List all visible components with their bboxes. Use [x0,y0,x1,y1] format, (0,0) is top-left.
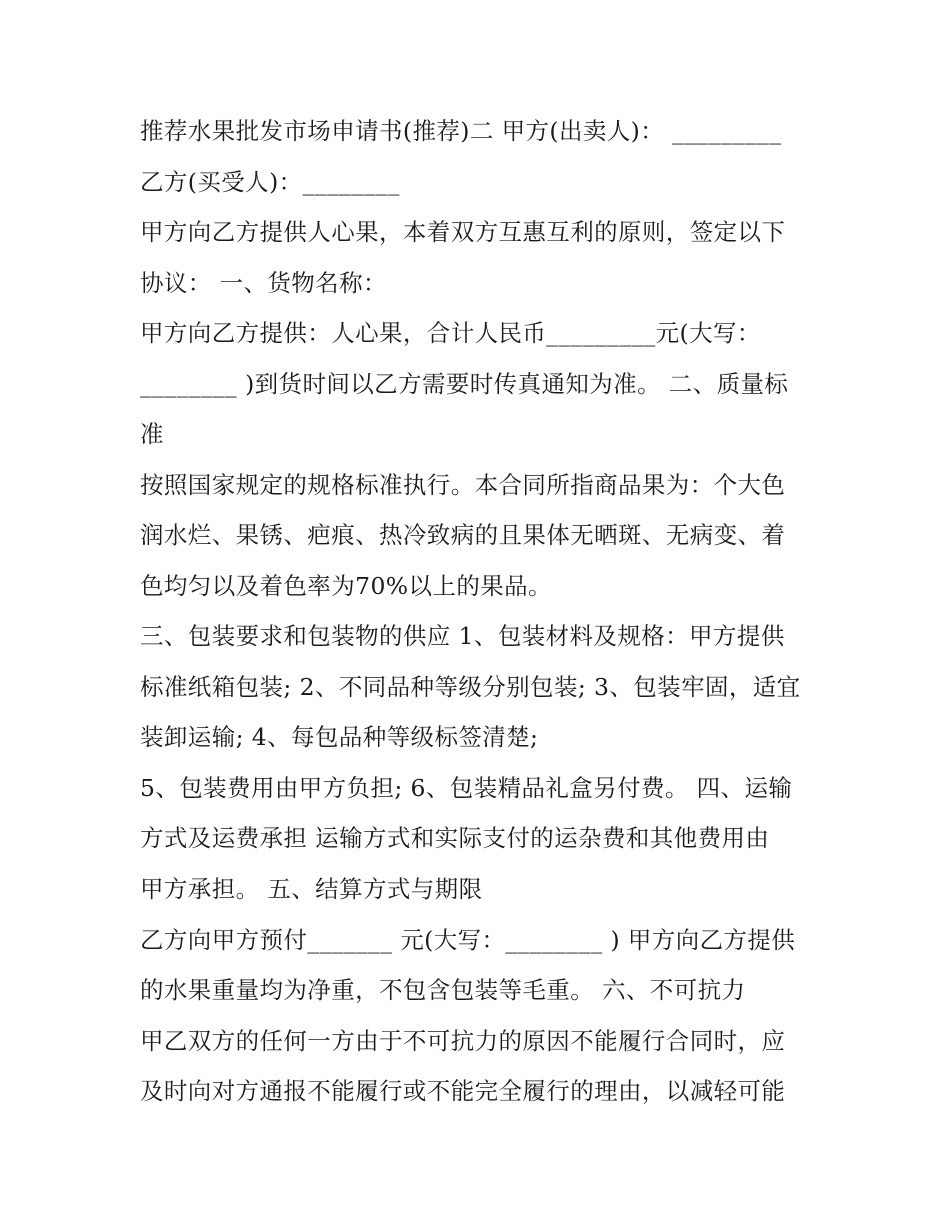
text-line: 三、包装要求和包装物的供应 1、包装材料及规格：甲方提供 [140,622,785,650]
text-line: 甲方承担。 五、结算方式与期限 [140,875,483,903]
text-line: 色均匀以及着色率为70%以上的果品。 [140,572,552,600]
text-line: 协议： 一、货物名称： [140,269,387,297]
text-line: 润水烂、果锈、疤痕、热冷致病的且果体无晒斑、无病变、着 [140,521,786,549]
text-line: 乙方向甲方预付_______ 元(大写：________ ) 甲方向乙方提供 [140,926,796,954]
text-line: 乙方(买受人)：________ [140,168,400,196]
text-line: 5、包装费用由甲方负担; 6、包装精品礼盒另付费。 四、运输 [140,774,793,802]
text-line: 甲乙双方的任何一方由于不可抗力的原因不能履行合同时，应 [140,1027,786,1055]
text-line: ________ )到货时间以乙方需要时传真通知为准。 二、质量标 [140,370,789,398]
text-line: 甲方向乙方提供人心果，本着双方互惠互利的原则，签定以下 [140,218,786,246]
text-line: 的水果重量均为净重，不包含包装等毛重。 六、不可抗力 [140,976,746,1004]
text-line: 标准纸箱包装; 2、不同品种等级分别包装; 3、包装牢固，适宜 [140,673,801,701]
text-line: 准 [140,420,164,448]
text-line: 甲方向乙方提供：人心果，合计人民币_________元(大写： [140,319,761,347]
text-line: 按照国家规定的规格标准执行。本合同所指商品果为：个大色 [140,471,786,499]
text-line: 方式及运费承担 运输方式和实际支付的运杂费和其他费用由 [140,824,770,852]
text-line: 装卸运输; 4、每包品种等级标签清楚; [140,723,539,751]
text-line: 及时向对方通报不能履行或不能完全履行的理由，以减轻可能 [140,1077,786,1105]
text-line: 推荐水果批发市场申请书(推荐)二 甲方(出卖人)： _________ [140,117,782,145]
